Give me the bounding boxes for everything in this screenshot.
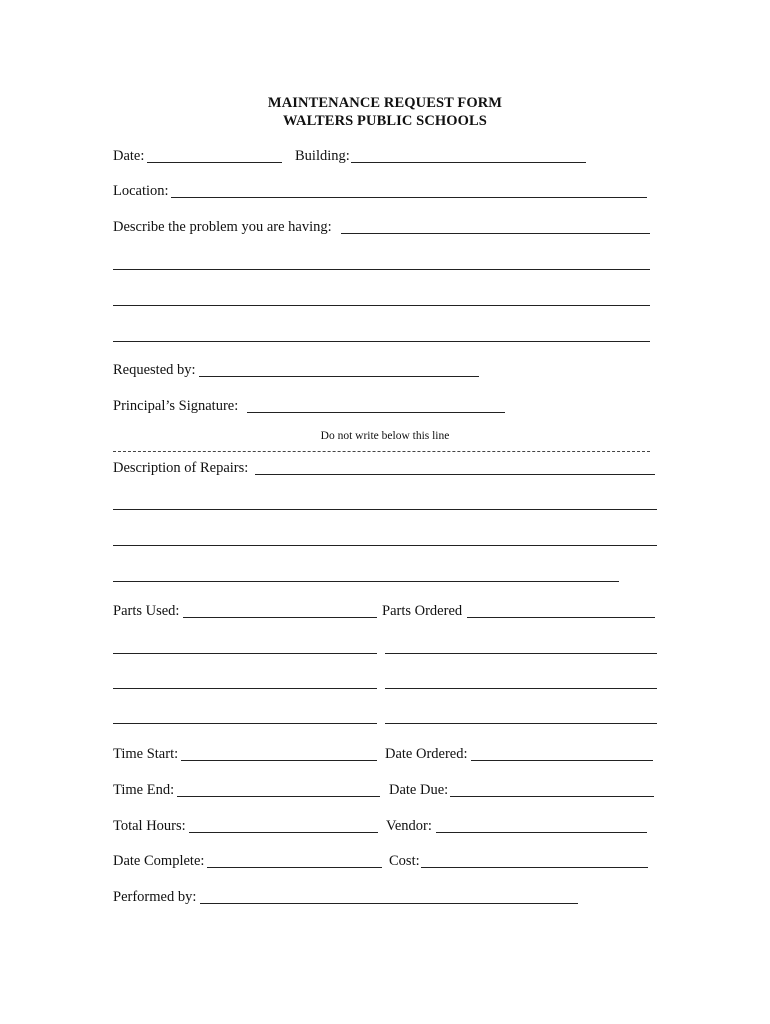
date-due-field[interactable] bbox=[450, 796, 654, 797]
cost-label: Cost: bbox=[389, 853, 420, 869]
parts-used-field[interactable] bbox=[183, 617, 377, 618]
performed-by-label: Performed by: bbox=[113, 889, 197, 905]
parts-ordered-line[interactable] bbox=[385, 723, 657, 724]
problem-line[interactable] bbox=[113, 305, 650, 306]
requested-by-field[interactable] bbox=[199, 376, 479, 377]
building-label: Building: bbox=[295, 148, 350, 164]
parts-used-label: Parts Used: bbox=[113, 603, 180, 619]
parts-ordered-field[interactable] bbox=[467, 617, 655, 618]
date-label: Date: bbox=[113, 148, 145, 164]
time-start-label: Time Start: bbox=[113, 746, 179, 762]
total-hours-label: Total Hours: bbox=[113, 818, 186, 834]
problem-line[interactable] bbox=[113, 269, 650, 270]
repairs-line[interactable] bbox=[113, 509, 657, 510]
principal-signature-label: Principal’s Signature: bbox=[113, 398, 239, 414]
time-end-label: Time End: bbox=[113, 782, 175, 798]
time-start-field[interactable] bbox=[181, 760, 377, 761]
principal-signature-field[interactable] bbox=[247, 412, 505, 413]
date-complete-label: Date Complete: bbox=[113, 853, 205, 869]
problem-field[interactable] bbox=[341, 233, 650, 234]
date-field[interactable] bbox=[147, 162, 282, 163]
requested-by-label: Requested by: bbox=[113, 362, 196, 378]
total-hours-field[interactable] bbox=[189, 832, 378, 833]
parts-used-line[interactable] bbox=[113, 653, 377, 654]
cost-field[interactable] bbox=[421, 867, 648, 868]
form-title: MAINTENANCE REQUEST FORM bbox=[267, 95, 503, 111]
vendor-label: Vendor: bbox=[386, 818, 432, 834]
cut-line-divider bbox=[113, 451, 650, 452]
problem-line[interactable] bbox=[113, 341, 650, 342]
parts-used-line[interactable] bbox=[113, 688, 377, 689]
location-label: Location: bbox=[113, 183, 169, 199]
repairs-field[interactable] bbox=[255, 474, 655, 475]
form-subtitle: WALTERS PUBLIC SCHOOLS bbox=[283, 113, 487, 129]
repairs-line[interactable] bbox=[113, 581, 619, 582]
time-end-field[interactable] bbox=[177, 796, 380, 797]
performed-by-field[interactable] bbox=[200, 903, 578, 904]
parts-ordered-line[interactable] bbox=[385, 688, 657, 689]
repairs-label: Description of Repairs: bbox=[113, 460, 249, 476]
date-due-label: Date Due: bbox=[389, 782, 449, 798]
parts-ordered-label: Parts Ordered bbox=[382, 603, 463, 619]
repairs-line[interactable] bbox=[113, 545, 657, 546]
date-ordered-field[interactable] bbox=[471, 760, 653, 761]
building-field[interactable] bbox=[351, 162, 586, 163]
problem-label: Describe the problem you are having: bbox=[113, 219, 332, 235]
parts-ordered-line[interactable] bbox=[385, 653, 657, 654]
office-use-notice: Do not write below this line bbox=[320, 430, 450, 442]
vendor-field[interactable] bbox=[436, 832, 647, 833]
date-ordered-label: Date Ordered: bbox=[385, 746, 468, 762]
location-field[interactable] bbox=[171, 197, 647, 198]
date-complete-field[interactable] bbox=[207, 867, 382, 868]
parts-used-line[interactable] bbox=[113, 723, 377, 724]
